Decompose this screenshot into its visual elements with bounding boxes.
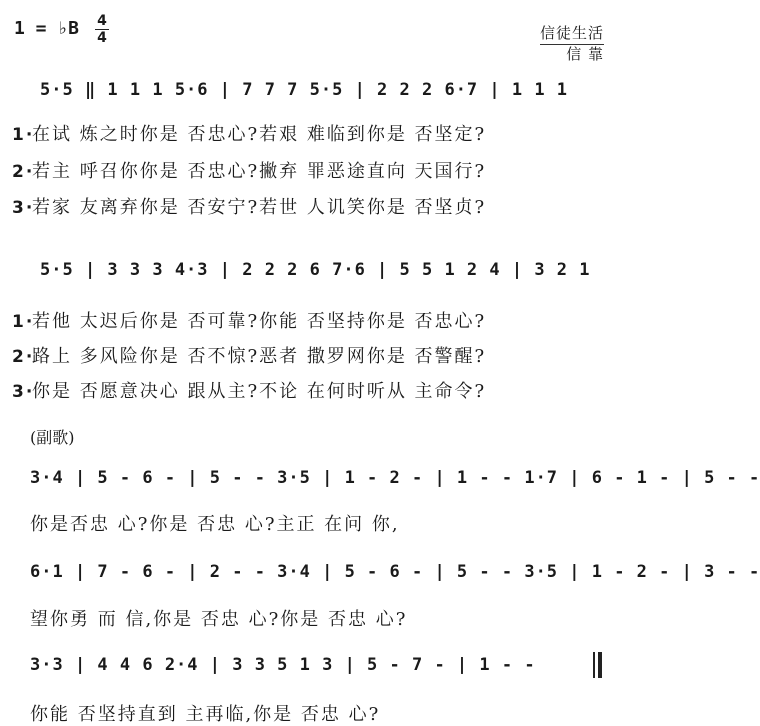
verse-number: 3· [12, 198, 35, 218]
verse1-lyric-line2 [12, 157, 486, 183]
final-barline-thick [598, 652, 602, 678]
verse2-lyric-line3 [12, 377, 486, 403]
verse2-notes: 5·5 | 3 3 3 4·3 | 2 2 2 6 7·6 | 5 5 1 2 4 | 3 2 1 [40, 260, 591, 280]
lyric-text: 路上 多风险你是 否不惊?恶者 撒罗网你是 否警醒? [32, 346, 487, 367]
verse-number: 2· [12, 162, 35, 182]
verse2-lyric-line2 [12, 342, 486, 368]
chorus-label: (副歌) [30, 428, 75, 447]
verse-number: 1· [12, 125, 35, 145]
lyricist-credit: 信徒生活 [540, 22, 604, 45]
lyric-text: 你是 否愿意决心 跟从主?不论 在何时听从 主命令? [32, 381, 487, 402]
composer-credit: 信 靠 [566, 45, 604, 63]
verse-number: 3· [12, 382, 35, 402]
verse1-lyric-line3 [12, 193, 486, 219]
time-signature-bottom: 4 [97, 30, 107, 46]
time-signature-top: 4 [97, 13, 107, 29]
verse1-lyric-line1 [12, 120, 486, 146]
chorus-line2-notes: 6·1 | 7 - 6 - | 2 - - 3·4 | 5 - 6 - | 5 - - 3·5 | 1 - 2 - | 3 - - [30, 562, 760, 582]
lyric-text: 若家 友离弃你是 否安宁?若世 人讥笑你是 否坚贞? [32, 197, 487, 218]
lyric-text: 若他 太迟后你是 否可靠?你能 否坚持你是 否忠心? [32, 311, 487, 332]
chorus-line3-notes: 3·3 | 4 4 6 2·4 | 3 3 5 1 3 | 5 - 7 - | 1 - - [30, 655, 536, 675]
chorus-line2-lyrics: 望你勇 而 信,你是 否忠 心?你是 否忠 心? [30, 609, 408, 630]
final-barline-thin [593, 652, 595, 678]
time-signature [95, 14, 109, 45]
lyric-text: 若主 呼召你你是 否忠心?撇弃 罪恶途直向 天国行? [32, 161, 487, 182]
chorus-line1-notes: 3·4 | 5 - 6 - | 5 - - 3·5 | 1 - 2 - | 1 - - 1·7 | 6 - 1 - | 5 - - [30, 468, 760, 488]
chorus-line3-lyrics: 你能 否坚持直到 主再临,你是 否忠 心? [30, 704, 381, 725]
key-signature: 1 = ♭B [14, 18, 80, 39]
lyric-text: 在试 炼之时你是 否忠心?若艰 难临到你是 否坚定? [32, 124, 487, 145]
verse-number: 1· [12, 312, 35, 332]
verse2-lyric-line1 [12, 307, 486, 333]
verse-number: 2· [12, 347, 35, 367]
chorus-line1-lyrics: 你是否忠 心?你是 否忠 心?主正 在问 你, [30, 514, 400, 535]
verse1-notes: 5·5 ‖ 1 1 1 5·6 | 7 7 7 5·5 | 2 2 2 6·7 | 1 1 1 [40, 80, 569, 100]
